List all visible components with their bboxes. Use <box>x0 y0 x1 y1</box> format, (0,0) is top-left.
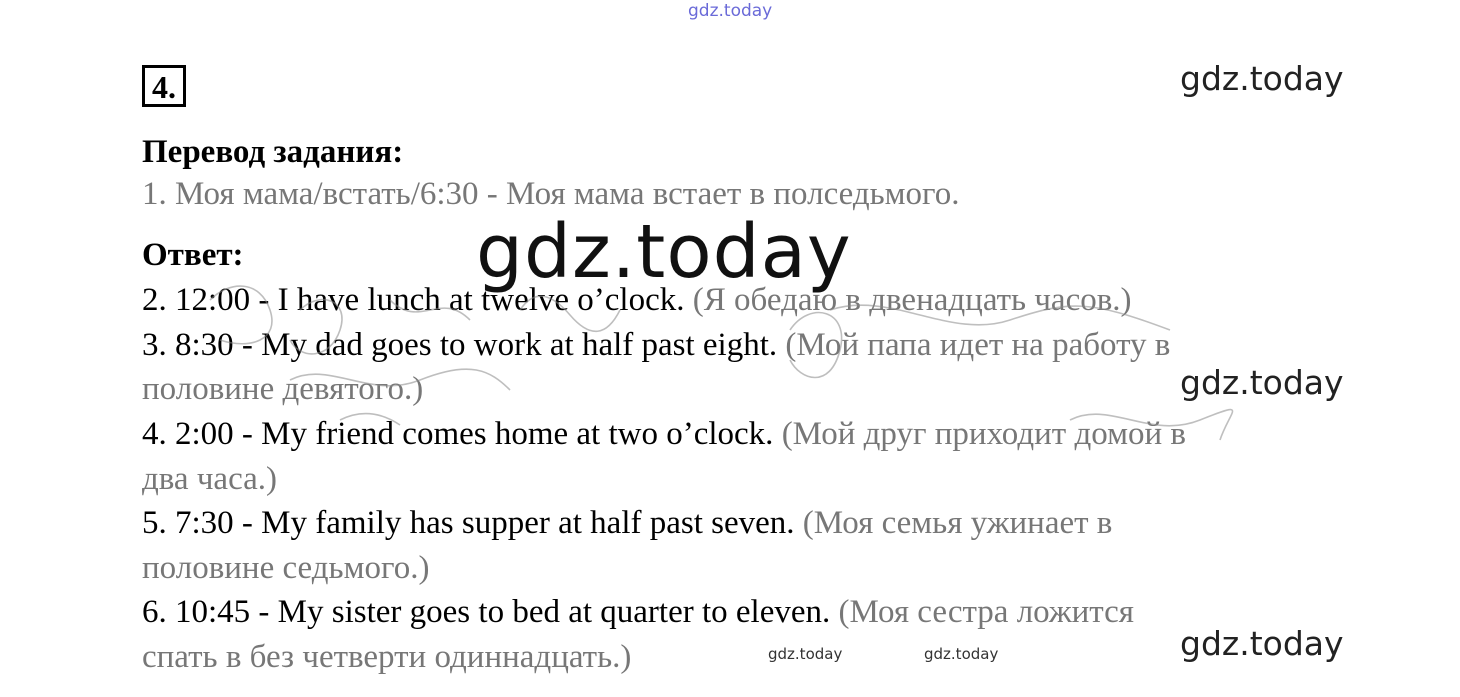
translation-text: 1. Моя мама/встать/6:30 - Моя мама встает в полседьмого. <box>142 176 960 212</box>
task-number-box: 4. <box>142 65 186 107</box>
answer-3-russian-continued: половине девятого.) <box>142 371 424 407</box>
answer-6-russian: (Моя сестра ложится <box>830 594 1134 630</box>
watermark-right-2: gdz.today <box>1180 363 1344 402</box>
answer-3-russian: (Мой папа идет на работу в <box>777 327 1171 363</box>
answer-line-6 <box>142 596 1134 629</box>
watermark-bottom-1: gdz.today <box>768 645 843 663</box>
answer-2-russian: (Я обедаю в двенадцать часов.) <box>684 282 1132 318</box>
answer-heading: Ответ: <box>142 237 244 273</box>
answer-4-english: 4. 2:00 - My friend comes home at two o’clock. <box>142 416 774 452</box>
answer-line-3 <box>142 329 1170 362</box>
watermark-center-big: gdz.today <box>476 209 852 295</box>
answer-2-english: 2. 12:00 - I have lunch at twelve o’clock. <box>142 282 685 318</box>
answer-5-russian-continued: половине седьмого.) <box>142 550 430 586</box>
answer-3-english: 3. 8:30 - My dad goes to work at half past eight. <box>142 327 778 363</box>
watermark-top: gdz.today <box>688 1 773 21</box>
translation-heading: Перевод задания: <box>142 134 404 170</box>
watermark-right-3: gdz.today <box>1180 624 1344 663</box>
answer-6-english: 6. 10:45 - My sister goes to bed at quarter to eleven. <box>142 594 831 630</box>
answer-5-russian: (Моя семья ужинает в <box>794 505 1113 541</box>
answer-5-english: 5. 7:30 - My family has supper at half past seven. <box>142 505 795 541</box>
answer-4-russian-continued: два часа.) <box>142 461 278 497</box>
watermark-right-1: gdz.today <box>1180 59 1344 98</box>
answer-6-russian-continued: спать в без четверти одиннадцать.) <box>142 639 632 675</box>
answer-line-5 <box>142 507 1112 540</box>
watermark-bottom-2: gdz.today <box>924 645 999 663</box>
answer-4-russian: (Мой друг приходит домой в <box>773 416 1187 452</box>
answer-line-4 <box>142 418 1186 451</box>
